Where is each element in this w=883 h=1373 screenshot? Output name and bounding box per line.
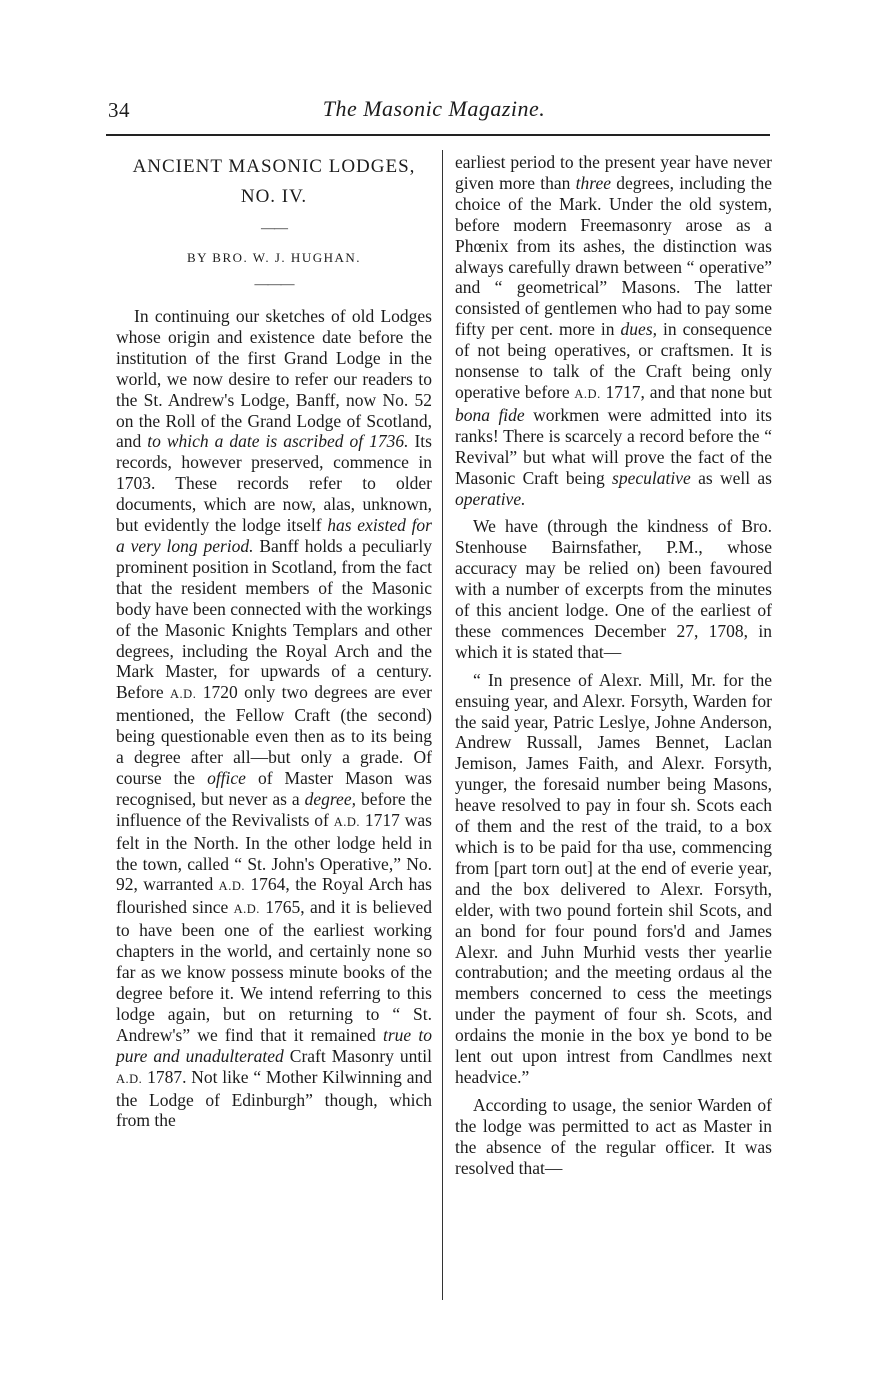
italic-text-run: three (575, 172, 611, 193)
text-run: We have (through the kindness of Bro. Stenhouse Bairnsfather, P.M., whose accuracy may be relied on) been favoured with a number of excerpts from the minutes of this ancient lodge. One of the earliest of these commences December 27, 1708, in which it is stated that— (455, 516, 772, 662)
left-column (116, 152, 432, 1131)
text-run: in consequence of not being operatives, or craftsmen. It is nonsense to talk of the Craft being only operative before (455, 319, 772, 402)
text-run: workmen were admitted into its ranks! There is scarcely a record before the “ Revival” but what will prove the fact of the Masonic Craft being (455, 404, 772, 488)
text-run: 1720 only two degrees are ever mentioned, the Fellow Craft (the second) being questionable even then as to its being a degree after all—but only a grade. Of course the (116, 682, 432, 788)
text-run: “ In presence of Alexr. Mill, Mr. for the ensuing year, and Alexr. Forsyth, Warden for the said year, Patric Leslye, Johne Anderson, Andrew Russall, James Bennet, Laclan Jemison, James Faith, and Alexr. Forsyth, yunger, the foresaid number being Masons, heave resolved to pay in four sh. Scots each of them and the rest of the traid, to a box which is to be paid for tha use, commencing from [part torn out] at the end of everie year, and the box delivered to Alexr. Forsyth, elder, with two pound fortein shil Scots, and an bond for four pound fors'd and James Alexr. and Juhn Murhid vests ther yearlie contrabution; and the meeting ordaus al the members concerned to cess the meetings under the payment of four sh. Scots, and ordains the monie in the box ye bond to be lent out upon intrest from Candlmes next headvice.” (455, 669, 772, 1087)
text-run: 1765, and it is believed to have been one of the earliest working chapters in the world, and certainly none so far as we know possess minute books of the degree before it. We intend referring to this lodge again, but on returning to “ St. Andrew's” we find that it remained (116, 897, 432, 1045)
right-paragraph-4 (455, 1095, 772, 1179)
small-caps-run: A.D. (574, 386, 601, 401)
page-number: 34 (108, 98, 130, 122)
page-header (96, 92, 772, 126)
text-run: of Master Mason was recognised, but never as a (116, 767, 432, 809)
text-run: 1764, the Royal Arch has flourished since (116, 874, 432, 918)
right-paragraph-2 (455, 516, 772, 662)
text-run: as well as (690, 467, 772, 488)
right-paragraph-1 (455, 152, 772, 509)
text-run: In continuing our sketches of old Lodges whose origin and existence date before the institution of the first Grand Lodge in the world, we now desire to refer our readers to the St. Andrew's Lodge, Banff, now No. 52 on the Roll of the Grand Lodge of Scotland, and (116, 306, 432, 452)
italic-text-run: has existed for a very long period. (116, 515, 432, 556)
header-rule (106, 134, 770, 136)
text-run: Craft Masonry until (283, 1045, 432, 1066)
article-title-line-1: ANCIENT MASONIC LODGES, (132, 156, 416, 177)
title-dash: —— (261, 221, 287, 236)
text-run: degrees, including the choice of the Mark. Under the old system, before modern Freemasonry arose as a Phœnix from its ashes, the distinction was always carefully drawn between “ operative” and “ geometrical” Masons. The latter consisted of gentlemen who had to pay some fifty per cent. more in (455, 172, 772, 340)
small-caps-run: A.D. (170, 687, 197, 702)
small-caps-run: A.D. (218, 879, 245, 894)
italic-text-run: bona fide (455, 404, 525, 425)
running-title: The Masonic Magazine. (322, 96, 546, 121)
text-run: 1717 was felt in the North. In the other lodge held in the town, called “ St. John's Operative,” No. 92, warranted (116, 809, 432, 895)
left-paragraph-1 (116, 306, 432, 1131)
small-caps-run: A.D. (233, 902, 260, 917)
small-caps-run: A.D. (116, 1071, 143, 1086)
article-title-line-2: NO. IV. (240, 186, 308, 207)
right-column (455, 152, 772, 1179)
italic-text-run: to which a date is ascribed of 1736. (147, 431, 409, 452)
text-run: 1787. Not like “ Mother Kilwinning and the Lodge of Edinburgh” though, which from the (116, 1066, 432, 1131)
column-divider (442, 150, 443, 1300)
text-run: Banff holds a peculiarly prominent position in Scotland, from the fact that the resident members of the Masonic body have been connected with the workings of the Masonic Knights Templars and other degrees, including the Royal Arch and the Mark Master, for upwards of a century. Before (116, 535, 432, 703)
italic-text-run: dues, (620, 319, 657, 340)
text-run: According to usage, the senior Warden of the lodge was permitted to act as Master in the absence of the regular officer. It was resolved that— (455, 1094, 772, 1178)
right-paragraph-3-quotation (455, 670, 772, 1088)
italic-text-run: office (207, 767, 246, 788)
italic-text-run: speculative (612, 467, 691, 488)
small-caps-run: A.D. (333, 814, 361, 829)
byline-dash: ——— (254, 277, 294, 292)
text-run: Its records, however preserved, commence in 1703. These records refer to older documents, which are now, alas, unknown, but evidently the lodge itself (116, 431, 432, 536)
italic-text-run: true to pure and unadulterated (116, 1024, 432, 1066)
byline: BY BRO. W. J. HUGHAN. (186, 250, 362, 265)
italic-text-run: degree, (304, 788, 356, 809)
text-run: earliest period to the present year have never given more than (455, 152, 772, 193)
text-run: 1717, and that none but (600, 381, 772, 402)
text-run: before the influence of the Revivalists of (116, 788, 432, 830)
italic-text-run: operative. (455, 488, 526, 509)
